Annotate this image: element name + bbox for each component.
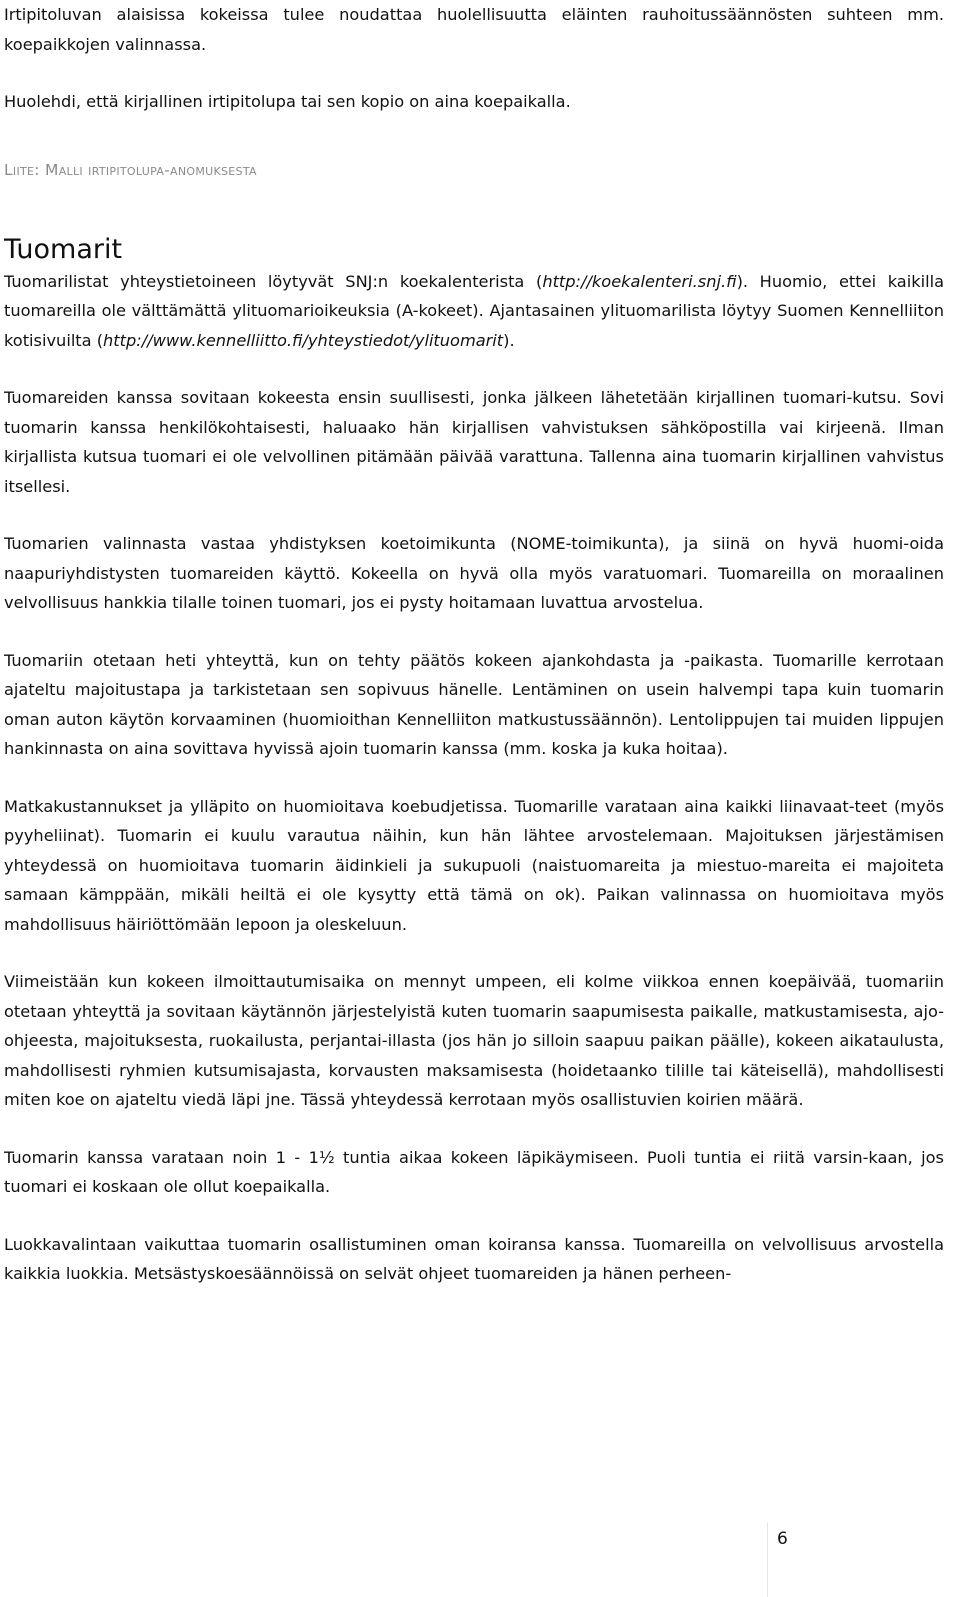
judges-p1-text-b: ). Huomio, ettei kaikilla tuomareilla ole välttämättä ylituomarioikeuksia (A-kokeet). Ajantasainen ylituomarilista löytyy Suomen Kennelliiton kotisivuilta ( [4, 271, 945, 350]
appendix-link[interactable]: Liite: Malli irtipitolupa-anomuksesta [4, 160, 257, 179]
page-number: 6 [777, 1529, 788, 1549]
page-number-box [767, 1522, 828, 1597]
judges-paragraph-5: Matkakustannukset ja ylläpito on huomioitava koebudjetissa. Tuomarille varataan aina kaikki liinavaat-teet (myös pyyheliinat). Tuomarin ei kuulu varautua näihin, kun hän lähtee arvostelemaan. Majoituksen järjestämisen yhteydessä on huomioitava tuomarin äidinkieli ja sukupuoli (naistuomareita ja miestuo-mareita ei majoiteta samaan kämppään, mikäli heiltä ei ole kysytty että tämä on ok). Paikan valinnassa on huomioitava myös mahdollisuus häiriöttömään lepoon ja oleskeluun. [4, 796, 944, 934]
intro-paragraph-2: Huolehdi, että kirjallinen irtipitolupa tai sen kopio on aina koepaikalla. [4, 92, 571, 111]
judges-p1-text-a: Tuomarilistat yhteystietoineen löytyvät SNJ:n koekalenterista ( [4, 271, 543, 291]
judges-paragraph-1 [4, 267, 944, 356]
judges-paragraph-3: Tuomarien valinnasta vastaa yhdistyksen koetoimikunta (NOME-toimikunta), ja siinä on hyvä huomi-oida naapuriyhdistysten tuomareiden käyttö. Kokeella on hyvä olla myös varatuomari. Tuomareilla on moraalinen velvollisuus hankkia tilalle toinen tuomari, jos ei pysty hoitamaan luvattua arvostelua. [4, 534, 944, 612]
section-heading: Tuomarit [4, 233, 123, 265]
judges-p1-text-c: ). [503, 330, 515, 350]
koekalenteri-link[interactable]: http://koekalenteri.snj.fi [542, 271, 737, 291]
judges-paragraph-6: Viimeistään kun kokeen ilmoittautumisaika on mennyt umpeen, eli kolme viikkoa ennen koepäivää, tuomariin otetaan yhteyttä ja sovitaan käytännön järjestelyistä kuten tuomarin saapumisesta paikalle, matkustamisesta, ajo-ohjeesta, majoituksesta, ruokailusta, perjantai-illasta (jos hän jo silloin saapuu paikan päälle), kokeen aikataulusta, mahdollisesti ryhmien kutsumisajasta, korvausten maksamisesta (hoidetaanko tilille tai käteisellä), mahdollisesti miten koe on ajateltu viedä läpi jne. Tässä yhteydessä kerrotaan myös osallistuvien koirien määrä. [4, 972, 944, 1109]
judges-paragraph-7: Tuomarin kanssa varataan noin 1 - 1½ tuntia aikaa kokeen läpikäymiseen. Puoli tuntia ei riitä varsin-kaan, jos tuomari ei koskaan ole ollut koepaikalla. [4, 1147, 944, 1196]
ylituomarit-link[interactable]: http://www.kennelliitto.fi/yhteystiedot/ylituomarit [103, 330, 504, 350]
judges-paragraph-4: Tuomariin otetaan heti yhteyttä, kun on tehty päätös kokeen ajankohdasta ja -paikasta. Tuomarille kerrotaan ajateltu majoitustapa ja tarkistetaan sen sopivuus hänelle. Lentäminen on usein halvempi tapa kuin tuomarin oman auton käytön korvaaminen (huomioithan Kennelliiton matkustussäännön). Lentolippujen tai muiden lippujen hankinnasta on aina sovittava hyvissä ajoin tuomarin kanssa (mm. koska ja kuka hoitaa). [4, 650, 944, 758]
intro-paragraph-1: Irtipitoluvan alaisissa kokeissa tulee noudattaa huolellisuutta eläinten rauhoitussäännösten suhteen mm. koepaikkojen valinnassa. [4, 5, 944, 54]
judges-paragraph-2: Tuomareiden kanssa sovitaan kokeesta ensin suullisesti, jonka jälkeen lähetetään kirjallinen tuomari-kutsu. Sovi tuomarin kanssa henkilökohtaisesti, haluaako hän kirjallisen vahvistuksen sähköpostilla vai kirjeenä. Ilman kirjallista kutsua tuomari ei ole velvollinen pitämään päivää varattuna. Tallenna aina tuomarin kirjallinen vahvistus itsellesi. [4, 388, 944, 496]
document-page [4, 0, 944, 1289]
judges-paragraph-8: Luokkavalintaan vaikuttaa tuomarin osallistuminen oman koiransa kanssa. Tuomareilla on velvollisuus arvostella kaikkia luokkia. Metsästyskoesäännöissä on selvät ohjeet tuomareiden ja hänen perheen- [4, 1234, 944, 1283]
